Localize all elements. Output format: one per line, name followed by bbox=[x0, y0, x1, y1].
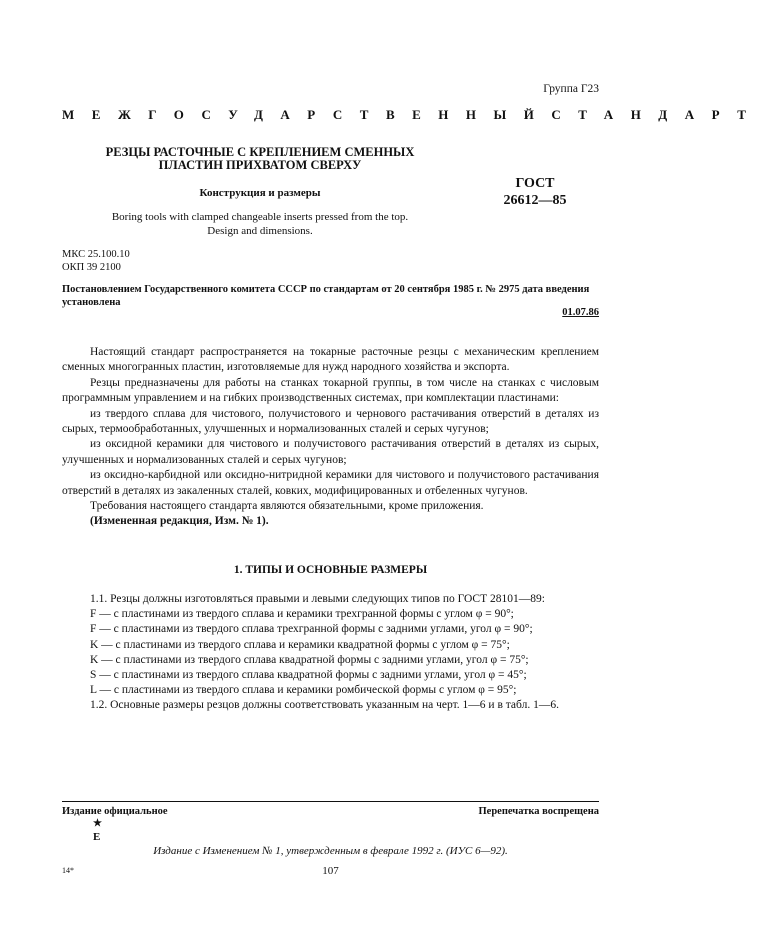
title-line-2: ПЛАСТИН ПРИХВАТОМ СВЕРХУ bbox=[158, 158, 362, 172]
classification-codes bbox=[62, 248, 130, 274]
paragraph-requirements: Требования настоящего стандарта являются обязательными, кроме приложения. bbox=[90, 500, 484, 513]
okp-code: ОКП 39 2100 bbox=[62, 262, 121, 273]
list-item: K — с пластинами из твердого сплава и керамики квадратной формы с углом φ = 75°; bbox=[90, 638, 510, 651]
paragraph-dimensions: 1.2. Основные размеры резцов должны соответствовать указанным на черт. 1—6 и в табл. 1—6. bbox=[90, 699, 559, 712]
page-number: 107 bbox=[322, 865, 339, 877]
section-heading: 1. ТИПЫ И ОСНОВНЫЕ РАЗМЕРЫ bbox=[233, 564, 428, 576]
document-title bbox=[80, 146, 440, 172]
interstate-standard-banner bbox=[62, 107, 763, 123]
paragraph-scope: Настоящий стандарт распространяется на токарные расточные резцы с механическим креплением сменных многогранных пластин, изготовляемые для нужд народного хозяйства и экспорта. bbox=[62, 346, 599, 374]
edition-letter: E bbox=[93, 831, 101, 843]
types-intro: 1.1. Резцы должны изготовляться правыми и левыми следующих типов по ГОСТ 28101—89: bbox=[90, 593, 545, 605]
reprint-prohibited-label: Перепечатка воспрещена bbox=[478, 806, 599, 817]
paragraph-purpose: Резцы предназначены для работы на станках токарной группы, в том числе на станках с числовым программным управлением и на гибких производственных системах, при комплектации пластинами: bbox=[62, 376, 599, 405]
title-line-1: РЕЗЦЫ РАСТОЧНЫЕ С КРЕПЛЕНИЕМ СМЕННЫХ bbox=[105, 145, 415, 159]
footer-divider bbox=[62, 801, 599, 802]
standard-word: СТАНДАРТ bbox=[551, 107, 763, 122]
english-title-line-2: Design and dimensions. bbox=[207, 225, 313, 237]
decree-text: Постановлением Государственного комитета СССР по стандартам от 20 сентября 1985 г. № 2975 дата введения установлена bbox=[62, 284, 590, 308]
paragraph-oxide-ceramic: из оксидной керамики для чистового и получистового растачивания отверстий в деталях из сырых, улучшенных и нормализованных сталей и серых чугунов; bbox=[62, 438, 599, 466]
paragraph-carbide-ceramic: из оксидно-карбидной или оксидно-нитридной керамики для чистового и получистового растачивания отверстий в деталях из закаленных сталей, ковких, модифицированных и отбеленных чугунов. bbox=[62, 469, 599, 497]
interstate-word: МЕЖГОСУДАРСТВЕННЫЙ bbox=[62, 107, 552, 122]
print-mark: 14* bbox=[62, 866, 74, 875]
amendment-note: (Измененная редакция, Изм. № 1). bbox=[90, 515, 269, 528]
official-edition-label: Издание официальное bbox=[62, 806, 168, 817]
list-item: K — с пластинами из твердого сплава квадратной формы с задними углами, угол φ = 75°; bbox=[90, 653, 529, 666]
group-label: Группа Г23 bbox=[543, 83, 599, 95]
star-icon: ★ bbox=[93, 818, 102, 829]
english-title bbox=[80, 210, 440, 238]
edition-note: Издание с Изменением № 1, утвержденным в феврале 1992 г. (ИУС 6—92). bbox=[153, 845, 508, 857]
effective-date: 01.07.86 bbox=[562, 307, 599, 318]
mks-code: МКС 25.100.10 bbox=[62, 249, 130, 260]
gost-label: ГОСТ bbox=[515, 176, 555, 191]
paragraph-hard-alloy: из твердого сплава для чистового, получистового и чернового растачивания отверстий в деталях из сырых, термообработанных, улучшенных и нормализованных сталей и серых чугунов; bbox=[62, 407, 599, 436]
gost-designation bbox=[480, 175, 590, 209]
gost-number: 26612—85 bbox=[503, 193, 567, 208]
types-list bbox=[62, 592, 599, 714]
list-item: F — с пластинами из твердого сплава трехгранной формы с задними углами, угол φ = 90°; bbox=[90, 623, 533, 636]
english-title-line-1: Boring tools with clamped changeable inserts pressed from the top. bbox=[111, 211, 409, 223]
body-text bbox=[62, 345, 599, 530]
document-subtitle: Конструкция и размеры bbox=[199, 187, 321, 199]
list-item: F — с пластинами из твердого сплава и керамики трехгранной формы с углом φ = 90°; bbox=[90, 608, 514, 621]
list-item: L — с пластинами из твердого сплава и керамики ромбической формы с углом φ = 95°; bbox=[90, 684, 517, 697]
list-item: S — с пластинами из твердого сплава квадратной формы с задними углами, угол φ = 45°; bbox=[90, 669, 527, 682]
